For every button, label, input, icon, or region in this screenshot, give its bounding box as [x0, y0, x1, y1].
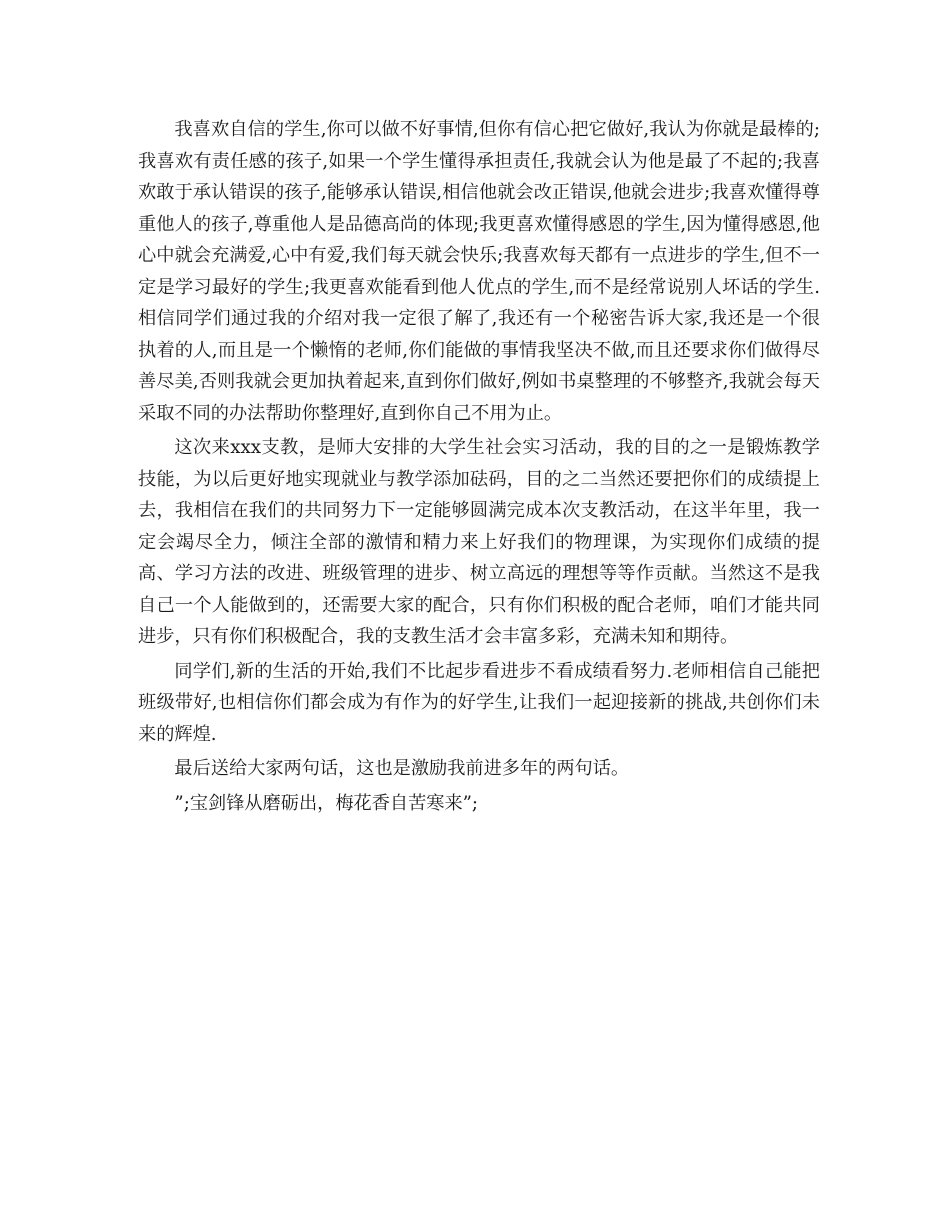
paragraph-4: 最后送给大家两句话，这也是激励我前进多年的两句话。	[174, 758, 630, 779]
paragraph-3: 同学们,新的生活的开始,我们不比起步看进步不看成绩看努力.老师相信自己能把班级带好,也相信你们都会成为有作为的好学生,让我们一起迎接新的挑战,共创你们未来的辉煌.	[138, 660, 820, 745]
paragraph-2: 这次来xxx支教，是师大安排的大学生社会实习活动，我的目的之一是锻炼教学技能，为以后更好地实现就业与教学添加砝码，目的之二当然还要把你们的成绩提上去，我相信在我们的共同努力下一定能够圆满完成本次支教活动，在这半年里，我一定会竭尽全力，倾注全部的激情和精力来上好我们的物理课，为实现你们成绩的提高、学习方法的改进、班级管理的进步、树立高远的理想等等作贡献。当然这不是我自己一个人能做到的，还需要大家的配合，只有你们积极的配合老师，咱们才能共同进步，只有你们积极配合，我的支教生活才会丰富多彩，充满未知和期待。	[138, 437, 820, 647]
paragraph-1: 我喜欢自信的学生,你可以做不好事情,但你有信心把它做好,我认为你就是最棒的;我喜欢有责任感的孩子,如果一个学生懂得承担责任,我就会认为他是最了不起的;我喜欢敢于承认错误的孩子,能够承认错误,相信他就会改正错误,他就会进步;我喜欢懂得尊重他人的孩子,尊重他人是品德高尚的体现;我更喜欢懂得感恩的学生,因为懂得感恩,他心中就会充满爱,心中有爱,我们每天就会快乐;我喜欢每天都有一点进步的学生,但不一定是学习最好的学生;我更喜欢能看到他人优点的学生,而不是经常说别人坏话的学生.相信同学们通过我的介绍对我一定很了解了,我还有一个秘密告诉大家,我还是一个很执着的人,而且是一个懒惰的老师,你们能做的事情我坚决不做,而且还要求你们做得尽善尽美,否则我就会更加执着起来,直到你们做好,例如书桌整理的不够整齐,我就会每天采取不同的办法帮助你整理好,直到你自己不用为止。	[138, 119, 820, 424]
document-body	[138, 114, 820, 822]
paragraph-5: ”;宝剑锋从磨砺出，梅花香自苦寒来”;	[174, 792, 479, 814]
